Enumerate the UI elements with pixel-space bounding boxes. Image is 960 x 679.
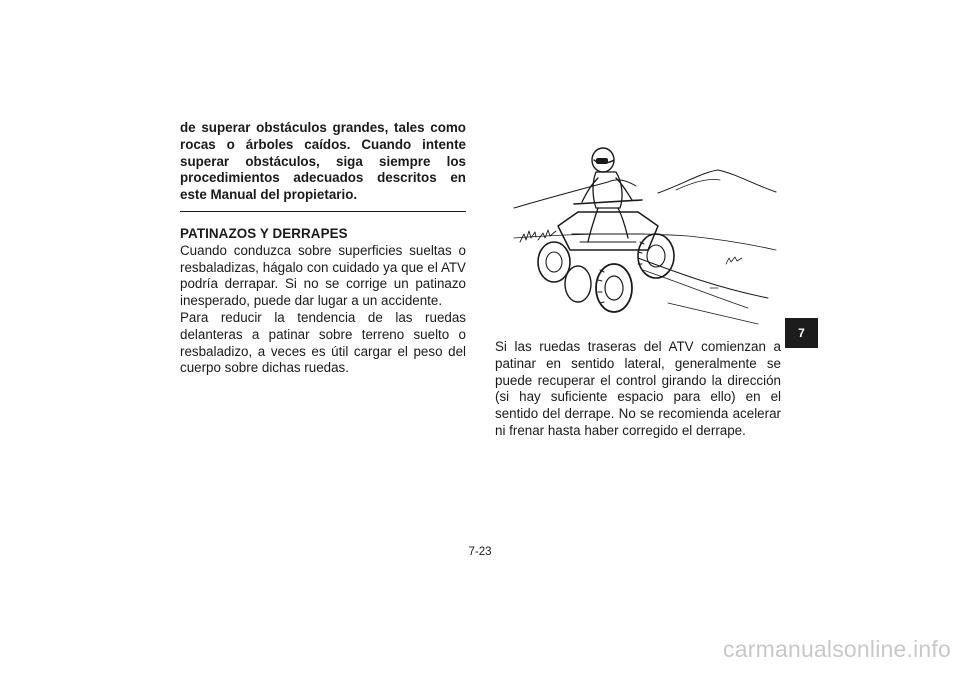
body-paragraph: Cuando conduzca sobre superficies sueltas o resbaladizas, hágalo con cuidado ya que el ATV podría derrapar. Si no se corrige un patinazo inesperado, puede dar lugar a un accidente. [180, 242, 466, 309]
page-number: 7-23 [468, 546, 492, 558]
warning-text: de superar obstáculos grandes, tales como rocas o árboles caídos. Cuando intente superar obstáculos, siga siempre los procedimientos adecuados descritos en este Manual del propietario. [180, 120, 466, 203]
section-heading: PATINAZOS Y DERRAPES [180, 225, 348, 241]
right-column [495, 339, 781, 440]
chapter-tab: 7 [785, 318, 818, 348]
body-paragraph: Para reducir la tendencia de las ruedas delanteras a patinar sobre terreno suelto o resbaladizo, a veces es útil cargar el peso del cuerpo sobre dichas ruedas. [180, 309, 466, 376]
left-column [180, 120, 466, 377]
section-divider [180, 211, 466, 212]
atv-rider-illustration [508, 138, 778, 328]
watermark: carmanualsonline.info [723, 636, 951, 662]
body-paragraph: Si las ruedas traseras del ATV comienzan a patinar en sentido lateral, generalmente se puede recuperar el control girando la dirección (si hay suficiente espacio para ello) en el sentido del derrape. No se recomienda acelerar ni frenar hasta haber corregido el derrape. [495, 339, 781, 438]
